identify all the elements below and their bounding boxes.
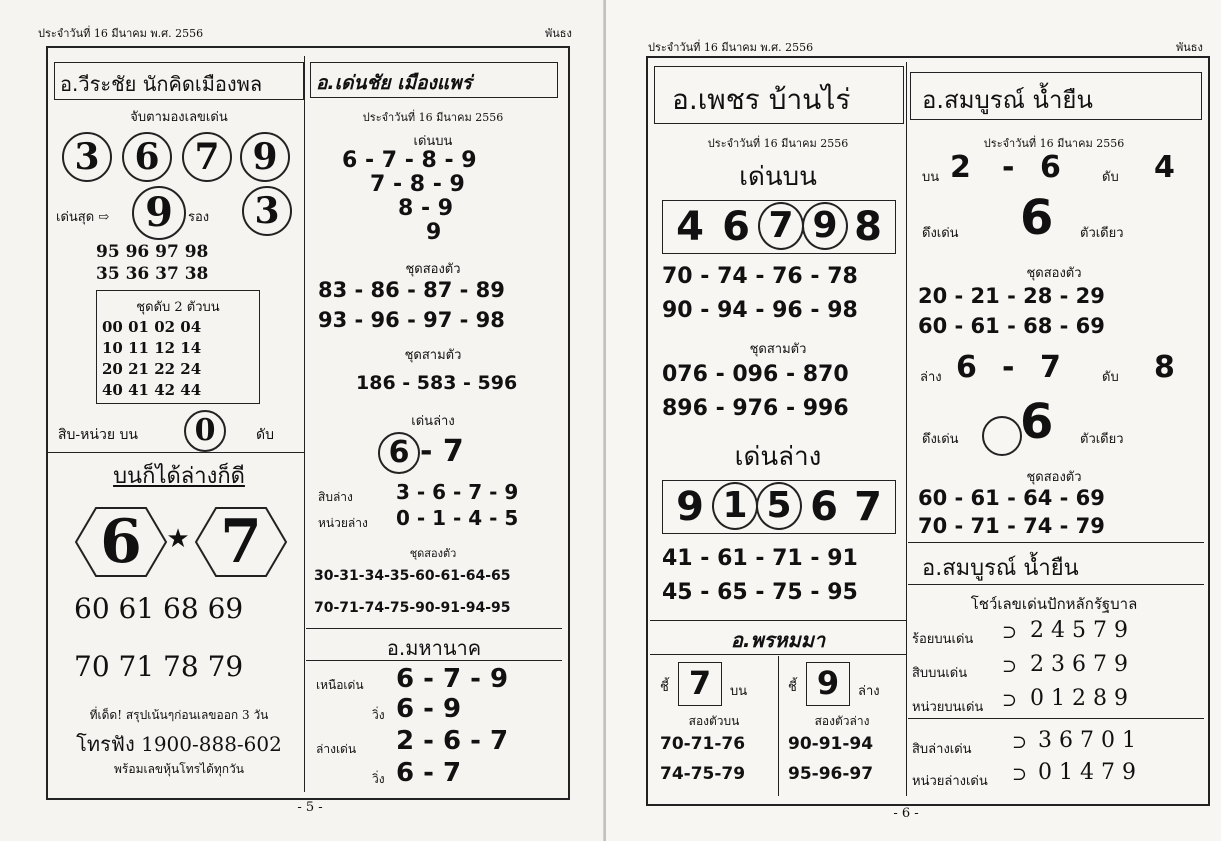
col1-table-title: ชุดดับ 2 ตัวบน	[136, 300, 220, 315]
col1-digit-1: 3	[62, 132, 112, 182]
col1-table-row-1: 00 01 02 04	[102, 318, 202, 336]
rc1-bottom-row-2: 45 - 65 - 75 - 95	[662, 580, 858, 605]
rc1-bottom-row-1: 41 - 61 - 71 - 91	[662, 546, 858, 571]
col1-best-label: เด่นสุด ⇨	[56, 210, 110, 225]
col1-slogan: บนก็ได้ล่างก็ดี	[113, 464, 245, 489]
rc1-top-digit-4: 9	[802, 202, 848, 250]
rc1-left-row-2: 74-75-79	[660, 764, 746, 784]
rc1-right-row-1: 90-91-94	[788, 734, 874, 754]
col2-two-row-2: 93 - 96 - 97 - 98	[318, 308, 505, 332]
col1-nums-row-1: 60 61 68 69	[74, 592, 244, 625]
rc2-low-dub: ดับ	[1102, 370, 1119, 385]
rc2-sub-title: อ.สมบูรณ์ น้ำยืน	[922, 556, 1079, 581]
col2-sep-1	[306, 628, 562, 629]
rc2-low-a: 6	[956, 350, 977, 385]
rc2-top-dub-val: 4	[1154, 150, 1175, 185]
rc2-show-row-2-arrow: ⊃	[1002, 656, 1018, 677]
rc1-top-row-2: 90 - 94 - 96 - 98	[662, 298, 858, 323]
rc1-bottom-digit-3: 5	[756, 482, 802, 530]
rc1-left-pos: บน	[730, 684, 748, 699]
col2-three-row: 186 - 583 - 596	[356, 372, 518, 394]
rc2-sep-1	[908, 542, 1204, 543]
rc2-show-low-2-label: หน่วยล่างเด่น	[912, 774, 988, 789]
rc2-top-dash: -	[1002, 150, 1015, 185]
rc2-low-row-2: 70 - 71 - 74 - 79	[918, 514, 1105, 538]
col1-pairs-row-2: 35 36 37 38	[96, 264, 209, 284]
col2-two-label: ชุดสองตัว	[405, 262, 461, 277]
left-header-brand: พันธง	[545, 27, 572, 40]
col1-table-row-2: 10 11 12 14	[102, 339, 202, 357]
col2-tens-low: 3 - 6 - 7 - 9	[396, 480, 519, 504]
rc1-top-digit-2: 6	[722, 204, 750, 250]
rc2-show-low-1-digits: 3 6 7 0 1	[1038, 728, 1136, 753]
col2-north: 6 - 7 - 9	[396, 664, 509, 694]
rc2-date: ประจำวันที่ 16 มีนาคม 2556	[983, 137, 1125, 150]
col2-top-row-4: 9	[426, 220, 442, 245]
rc2-sep-2	[908, 584, 1204, 585]
rc2-show-row-1-label: ร้อยบนเด่น	[912, 632, 974, 647]
rc1-bottom-digit-2: 1	[712, 482, 758, 530]
rc1-bottom-digit-4: 6	[810, 484, 838, 530]
rc2-low-prefix: ล่าง	[920, 370, 942, 385]
rc1-right-row-2: 95-96-97	[788, 764, 874, 784]
rc2-title: อ.สมบูรณ์ น้ำยืน	[922, 86, 1093, 114]
rc2-show-row-2-label: สิบบนเด่น	[912, 666, 968, 681]
col2-two-row-1: 83 - 86 - 87 - 89	[318, 278, 505, 302]
rc2-top-prefix: บน	[922, 170, 940, 185]
col2-sub-title: อ.มหานาค	[386, 636, 482, 660]
rc1-left-two-label: สองตัวบน	[688, 714, 740, 728]
rc2-pull-label: ดึงเด่น	[922, 226, 959, 241]
rc2-top-dub: ดับ	[1102, 170, 1119, 185]
rc1-top-digit-1: 4	[676, 204, 704, 250]
col2-north-label: เหนือเด่น	[316, 678, 364, 692]
rc2-top-row-1: 20 - 21 - 28 - 29	[918, 284, 1105, 308]
col2-bottom-a: 6	[378, 432, 420, 474]
rc1-three-row-1: 076 - 096 - 870	[662, 362, 849, 387]
rc2-pull2-label: ดึงเด่น	[922, 432, 959, 447]
rc2-single-label: ตัวเดียว	[1080, 226, 1124, 241]
rc2-show-row-3-arrow: ⊃	[1002, 690, 1018, 711]
rc2-two2-label: ชุดสองตัว	[1026, 470, 1082, 485]
rc2-show-label: โชว์เลขเด่นปักหลักรัฐบาล	[970, 595, 1138, 613]
rc2-show-low-1-label: สิบล่างเด่น	[912, 742, 972, 757]
col1-star: ★	[166, 524, 190, 554]
rc2-show-row-3-label: หน่วยบนเด่น	[912, 700, 984, 715]
rc2-show-row-1-arrow: ⊃	[1002, 622, 1018, 643]
rc1-top-digit-5: 8	[854, 204, 882, 250]
rc1-three-row-2: 896 - 976 - 996	[662, 396, 849, 421]
col1-best-digit: 9	[132, 186, 186, 240]
col1-digit-4: 9	[240, 132, 290, 182]
col2-two-set-row-1: 30-31-34-35-60-61-64-65	[314, 568, 511, 584]
col2-top-row-2: 7 - 8 - 9	[370, 172, 465, 197]
rc2-sep-3	[908, 718, 1204, 719]
col1-nums-row-2: 70 71 78 79	[74, 650, 244, 683]
col1-hex-right: 7	[220, 507, 262, 577]
rc1-right-pos: ล่าง	[858, 684, 880, 699]
rc1-bottom-digit-5: 7	[854, 484, 882, 530]
col1-tens-suffix: ดับ	[256, 427, 274, 443]
rc2-show-low-1-arrow: ⊃	[1012, 732, 1028, 753]
col1-phone: โทรฟัง 1900-888-602	[76, 732, 282, 756]
rc1-three-label: ชุดสามตัว	[749, 342, 807, 357]
left-page	[0, 0, 606, 841]
col2-top-label: เด่นบน	[413, 134, 453, 149]
col1-title: อ.วีระชัย นักคิดเมืองพล	[60, 72, 263, 96]
rc2-show-low-2-digits: 0 1 4 7 9	[1038, 760, 1136, 785]
rc2-top-row-2: 60 - 61 - 68 - 69	[918, 314, 1105, 338]
col2-three-label: ชุดสามตัว	[404, 348, 462, 363]
col2-top-row-3: 8 - 9	[398, 196, 454, 221]
rc2-low-dub-val: 8	[1154, 350, 1175, 385]
rc1-left-digit: 7	[688, 664, 712, 702]
rc2-show-low-2-arrow: ⊃	[1012, 764, 1028, 785]
rc2-show-row-2-digits: 2 3 6 7 9	[1030, 652, 1128, 677]
rc2-low-b: 7	[1040, 350, 1061, 385]
rc1-bottom-digit-1: 9	[676, 484, 704, 530]
col1-tens-value: 0	[184, 410, 226, 452]
col2-top-row-1: 6 - 7 - 8 - 9	[342, 148, 477, 173]
rc2-top-a: 2	[950, 150, 971, 185]
rc2-pull-val: 6	[1020, 190, 1054, 246]
col1-table-row-3: 20 21 22 24	[102, 360, 202, 378]
rc1-left-point: ชี้	[660, 680, 669, 695]
col2-sep-2	[306, 660, 562, 661]
col2-two-set-row-2: 70-71-74-75-90-91-94-95	[314, 600, 511, 616]
col1-subtitle: จับตามองเลขเด่น	[130, 110, 228, 125]
rc2-show-row-3-digits: 0 1 2 8 9	[1030, 686, 1128, 711]
rc2-pull2-circle	[982, 416, 1022, 456]
col1-note: ที่เด็ด! สรุปเน้นๆก่อนเลขออก 3 วัน	[89, 708, 269, 722]
rc2-single2-label: ตัวเดียว	[1080, 432, 1124, 447]
rc1-sep-2	[650, 654, 906, 655]
left-header-date: ประจำวันที่ 16 มีนาคม พ.ศ. 2556	[38, 27, 204, 40]
col1-sep-1	[48, 452, 304, 453]
rc1-bottom-label: เด่นล่าง	[734, 442, 822, 472]
rc2-show-row-1-digits: 2 4 5 7 9	[1030, 618, 1128, 643]
col2-win1: 6 - 9	[396, 694, 462, 724]
rc1-title: อ.เพชร บ้านไร่	[672, 83, 851, 116]
col1-second-digit: 3	[242, 186, 292, 236]
rc1-right-point: ชี้	[788, 680, 797, 695]
right-header-date: ประจำวันที่ 16 มีนาคม พ.ศ. 2556	[648, 41, 814, 54]
rc2-top-b: 6	[1040, 150, 1061, 185]
col2-title: อ.เด่นชัย เมืองแพร่	[316, 72, 472, 94]
col2-win1-label: วิ่ง	[372, 708, 385, 722]
col1-digit-3: 7	[182, 132, 232, 182]
col2-two-set-label: ชุดสองตัว	[409, 547, 457, 560]
col2-units-low: 0 - 1 - 4 - 5	[396, 506, 519, 530]
col1-footer: พร้อมเลขหุ้นโทรได้ทุกวัน	[114, 762, 244, 776]
rc1-date: ประจำวันที่ 16 มีนาคม 2556	[707, 137, 849, 150]
rc1-top-row-1: 70 - 74 - 76 - 78	[662, 264, 858, 289]
rc2-two-label: ชุดสองตัว	[1026, 266, 1082, 281]
col2-bottom-label: เด่นล่าง	[411, 414, 455, 429]
rc1-top-digit-3: 7	[758, 202, 804, 250]
col1-digit-2: 6	[122, 132, 172, 182]
col1-tens-label: สิบ-หน่วย บน	[58, 427, 138, 443]
col1-pairs-row-1: 95 96 97 98	[96, 242, 209, 262]
left-divider	[304, 56, 305, 792]
col1-table-row-4: 40 41 42 44	[102, 381, 202, 399]
rc2-low-row-1: 60 - 61 - 64 - 69	[918, 486, 1105, 510]
col2-tens-low-label: สิบล่าง	[318, 490, 353, 504]
col2-win2: 6 - 7	[396, 758, 462, 788]
rc1-sep-1	[650, 620, 906, 621]
rc1-right-two-label: สองตัวล่าง	[814, 714, 870, 728]
col2-low-label: ล่างเด่น	[316, 742, 357, 756]
rc2-low-dash: -	[1002, 350, 1015, 385]
left-page-number: - 5 -	[297, 800, 323, 815]
col1-second-label: รอง	[188, 210, 210, 225]
rc1-top-label: เด่นบน	[739, 162, 817, 192]
col2-bottom-b: - 7	[420, 434, 464, 469]
rc1-sub-title: อ.พรหมมา	[730, 628, 826, 652]
col2-date: ประจำวันที่ 16 มีนาคม 2556	[362, 111, 504, 124]
right-page-number: - 6 -	[893, 806, 919, 821]
rc1-right-digit: 9	[816, 664, 840, 702]
right-header-brand: พันธง	[1176, 41, 1203, 54]
right-divider	[906, 62, 907, 796]
col1-hex-left: 6	[100, 507, 142, 577]
rc2-pull2-val: 6	[1020, 394, 1054, 450]
col2-win2-label: วิ่ง	[372, 772, 385, 786]
rc1-left-row-1: 70-71-76	[660, 734, 746, 754]
right-page	[606, 0, 1221, 841]
col2-low: 2 - 6 - 7	[396, 726, 509, 756]
col2-units-low-label: หน่วยล่าง	[318, 516, 368, 530]
